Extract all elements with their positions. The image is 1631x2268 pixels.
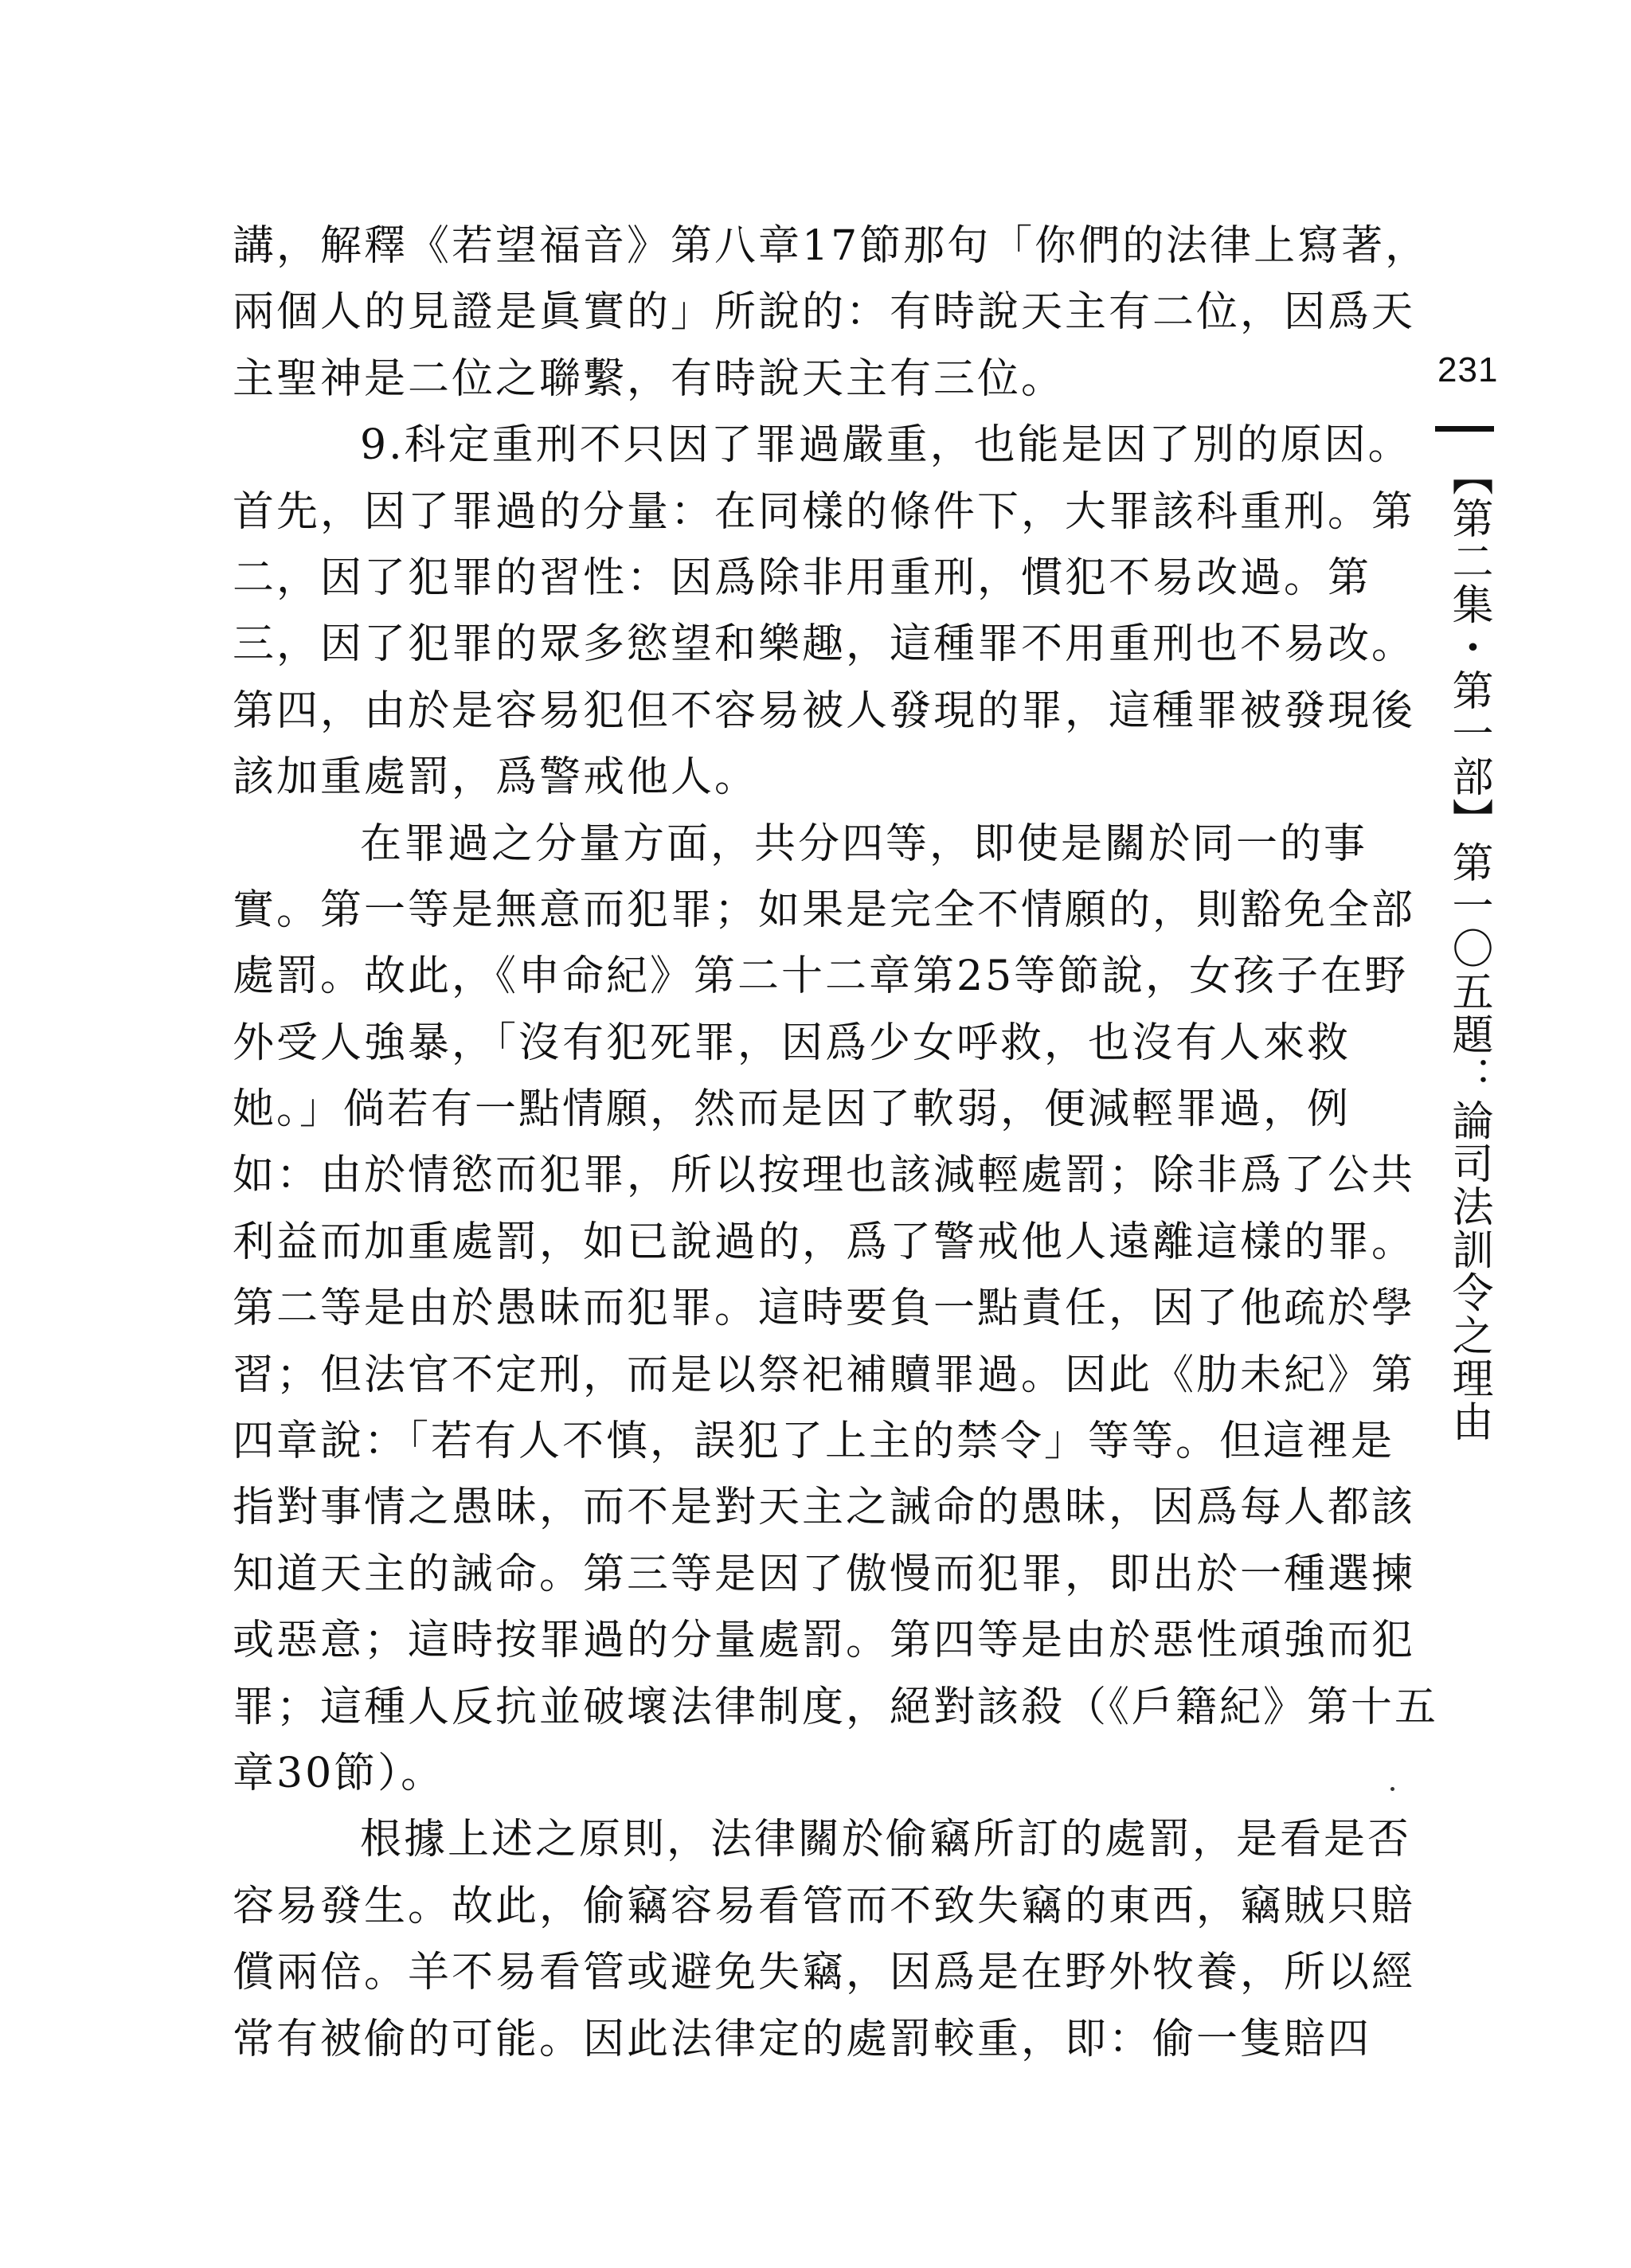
paragraph-theft-start: 根據上述之原則，法律關於偷竊所訂的處罰，是看是否 xyxy=(360,1816,1412,1864)
text-line-19: 四章說：「若有人不慎，誤犯了上主的禁令」等等。但這裡是 xyxy=(233,1418,1395,1466)
scan-speck xyxy=(1390,1787,1394,1791)
text-line-18: 習；但法官不定刑，而是以祭祀補贖罪過。因此《肋未紀》第 xyxy=(233,1351,1416,1399)
text-line-14: 她。」倘若有一點情願，然而是因了軟弱，便減輕罪過，例 xyxy=(233,1085,1351,1134)
page-number: 231 xyxy=(1437,350,1499,389)
paragraph-9-start: 9.科定重刑不只因了罪過嚴重，也能是因了別的原因。 xyxy=(360,421,1412,470)
text-line-15: 如：由於情慾而犯罪，所以按理也該減輕處罰；除非爲了公共 xyxy=(233,1152,1416,1200)
text-line-22: 或惡意；這時按罪過的分量處罰。第四等是由於惡性頑強而犯 xyxy=(233,1617,1416,1665)
text-line-26: 容易發生。故此，偷竊容易看管而不致失竊的東西，竊賊只賠 xyxy=(233,1882,1416,1930)
text-line-2: 兩個人的見證是眞實的」所說的：有時說天主有二位，因爲天 xyxy=(233,288,1416,337)
text-line-24: 章30節）。 xyxy=(233,1749,445,1797)
text-line-1: 講，解釋《若望福音》第八章17節那句「你們的法律上寫著， xyxy=(233,222,1430,270)
text-line-5: 首先，因了罪過的分量：在同樣的條件下，大罪該科重刑。第 xyxy=(233,487,1416,536)
text-line-9: 該加重處罰，爲警戒他人。 xyxy=(233,753,759,802)
header-rule xyxy=(1435,426,1494,432)
text-line-21: 知道天主的誡命。第三等是因了傲慢而犯罪，即出於一種選揀 xyxy=(233,1550,1416,1598)
text-line-11: 實。第一等是無意而犯罪；如果是完全不情願的，則豁免全部 xyxy=(233,886,1416,934)
text-line-3: 主聖神是二位之聯繫，有時說天主有三位。 xyxy=(233,354,1066,403)
body-text xyxy=(233,213,1439,2073)
text-line-16: 利益而加重處罰，如已說過的，爲了警戒他人遠離這樣的罪。 xyxy=(233,1218,1416,1266)
running-head: 【第二集・第一部】第一〇五題：論司法訓令之理由 xyxy=(1445,454,1492,1443)
text-line-8: 第四，由於是容易犯但不容易被人發現的罪，這種罪被發現後 xyxy=(233,686,1416,735)
text-line-23: 罪；這種人反抗並破壞法律制度，絕對該殺（《戶籍紀》第十五 xyxy=(233,1683,1439,1731)
text-line-20: 指對事情之愚昧，而不是對天主之誡命的愚昧，因爲每人都該 xyxy=(233,1484,1416,1532)
text-line-13: 外受人強暴，「沒有犯死罪，因爲少女呼救，也沒有人來救 xyxy=(233,1019,1351,1067)
paragraph-degrees-start: 在罪過之分量方面，共分四等，即使是關於同一的事 xyxy=(360,819,1368,868)
text-line-12: 處罰。故此，《申命紀》第二十二章第25等節說，女孩子在野 xyxy=(233,952,1409,1001)
text-line-28: 常有被偷的可能。因此法律定的處罰較重，即：偷一隻賠四 xyxy=(233,2015,1372,2063)
text-line-7: 三，因了犯罪的眾多慾望和樂趣，這種罪不用重刑也不易改。 xyxy=(233,620,1416,669)
text-line-27: 償兩倍。羊不易看管或避免失竊，因爲是在野外牧養，所以經 xyxy=(233,1949,1416,1997)
text-line-6: 二，因了犯罪的習性：因爲除非用重刑，慣犯不易改過。第 xyxy=(233,553,1372,602)
text-line-17: 第二等是由於愚昧而犯罪。這時要負一點責任，因了他疏於學 xyxy=(233,1285,1416,1333)
